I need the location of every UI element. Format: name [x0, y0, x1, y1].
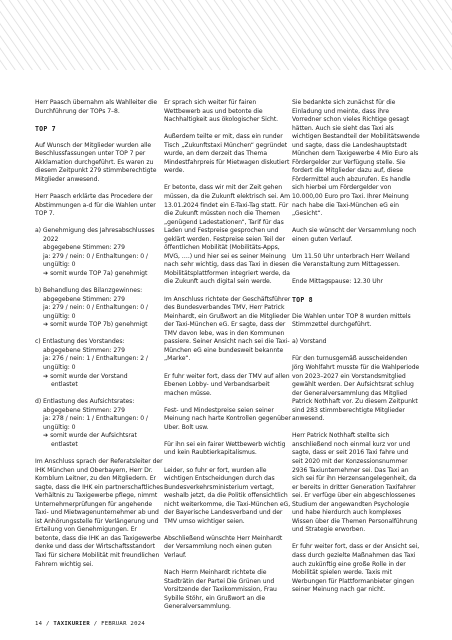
arrow-right-icon: ➔: [43, 432, 49, 440]
paragraph: Auf Wunsch der Mitglieder wurden alle Beschlussfassungen unter TOP 7 per Akklamation durchgeführt. Es waren zu diesem Zeitpunkt 279 stimmberechtigte Mitglieder anwesend.: [35, 141, 157, 183]
vote-item-c: [35, 338, 163, 389]
vote-title: b) Behandlung des Bilanzgewinnes:: [35, 287, 143, 295]
magazine-name: TAXIKURIER: [53, 621, 91, 627]
paragraph: Er sprach sich weiter für fairen Wettbewerb aus und betonte die Nachhaltigkeit aus ökologischer Sicht.: [164, 99, 279, 124]
decorative-line-pattern: [0, 0, 452, 70]
vote-line: ungültig: 0: [43, 312, 76, 320]
diagonal-stripes-graphic: [0, 0, 452, 70]
paragraph: Herr Paasch übernahm als Wahlleiter die Durchführung der TOPs 7–8.: [35, 99, 158, 115]
subheading-vorstand: a) Vorstand: [292, 338, 327, 346]
vote-result: somit wurde TOP 7b) genehmigt: [50, 321, 148, 329]
text-column-2: [164, 99, 292, 620]
vote-line: ungültig: 0: [43, 423, 76, 431]
vote-item-d: [35, 398, 163, 449]
vote-line: ja: 276 / nein: 1 / Enthaltungen: 2 /: [43, 355, 148, 363]
paragraph: Abschließend wünschte Herr Meinhardt der Versammlung noch einen guten Verlauf.: [164, 534, 283, 559]
page-number: 14: [35, 621, 43, 627]
vote-result: somit wurde der Vorstand: [50, 372, 128, 380]
vote-line: ja: 278 / nein: 1 / Enthaltungen: 0 /: [43, 415, 148, 423]
vote-line: ungültig: 0: [43, 261, 76, 269]
vote-item-b: [35, 287, 163, 330]
vote-title: d) Entlastung des Aufsichtsrates:: [35, 398, 135, 406]
arrow-right-icon: ➔: [43, 372, 49, 380]
arrow-right-icon: ➔: [43, 321, 49, 329]
vote-title: c) Entlastung des Vorstandes:: [35, 338, 125, 346]
arrow-right-icon: ➔: [43, 269, 49, 277]
paragraph: Fest- und Mindestpreise seien seiner Meinung nach harte Kontrollen gegenüber Uber. Bolt usw.: [164, 406, 291, 431]
vote-result: somit wurde der Aufsichtsrat: [50, 432, 137, 440]
vote-line: ungültig: 0: [43, 363, 76, 371]
section-heading-top8: TOP 8: [292, 295, 313, 304]
vote-line: ja: 279 / nein: 0 / Enthaltungen: 0 /: [43, 252, 148, 260]
vote-line: ja: 279 / nein: 0 / Enthaltungen: 0 /: [43, 304, 148, 312]
paragraph: Außerdem teilte er mit, dass ein runder Tisch „Zukunftstaxi München“ gegründet wurde, an dem derzeit das Thema Mindestfahrpreis für Mietwagen diskutiert werde.: [164, 133, 290, 175]
paragraph: Sie bedankte sich zunächst für die Einladung und meinte, dass ihre Vorredner schon vieles Richtige gesagt hätten. Auch sie sieht das Taxi als wichtigen Bestandteil der Mobilitätswende und sagte, dass die Landeshauptstadt München dem Taxigewerbe 4 Mio Euro als Fördergelder zur Verfügung stelle. Sie fordert die Mitglieder dazu auf, diese Fördermittel auch abzurufen. Es handle sich hierbei um Fördergelder von 10.000,00 Euro pro Taxi. Ihrer Meinung nach habe die Taxi-München eG ein „Gesicht“.: [292, 99, 420, 218]
vote-line: abgegebene Stimmen: 279: [43, 406, 125, 414]
vote-result: somit wurde TOP 7a) genehmigt: [50, 269, 148, 277]
paragraph: Um 11.50 Uhr unterbrach Herr Weiland die Veranstaltung zum Mittagessen.: [292, 252, 410, 269]
vote-item-a: [35, 227, 163, 278]
paragraph: Leider, so fuhr er fort, wurden alle wichtigen Entscheidungen durch das Bundesverkehrsministerium vertagt, weshalb jetzt, da die Politik offensichtlich nicht weiterkomme, die Taxi-München eG, der Bayerische Landesverband und der TMV umso wichtiger seien.: [164, 466, 291, 525]
paragraph: Ende Mittagspause: 12.30 Uhr: [292, 278, 383, 286]
vote-result-cont: entlastet: [51, 440, 78, 448]
page-footer: [35, 621, 145, 627]
section-heading-top7: TOP 7: [35, 124, 56, 133]
vote-title-cont: 2022: [43, 235, 59, 243]
paragraph: Für den turnusgemäß ausscheidenden Jörg Wohlfahrt musste für die Wahlperiode von 2023–2027 ein Vorstandsmitglied gewählt werden. Der Aufsichtsrat schlug der Generalversammlung das Mitglied Patrick Nothhaft vor. Zu diesem Zeitpunkt sind 283 stimmberechtigte Mitglieder anwesend.: [292, 355, 420, 423]
vote-line: abgegebene Stimmen: 279: [43, 346, 125, 354]
paragraph: Er betonte, dass wir mit der Zeit gehen müssen, da die Zukunft elektrisch sei. Am 13.01.2024 findet ein E-Taxi-Tag statt. Für die Zukunft müssten noch die Themen „genügend Ladestationen“, Tarif für das Laden und Festpreise gesprochen und geklärt werden. Festpreise seien Teil der öffentlichen Mobilität (Mobilitäts-Apps, MVG, ….) und hier sei es seiner Meinung nach sehr wichtig, dass das Taxi in diesen Mobilitätsplattformen integriert werde, da die Zukunft auch digital sein werde.: [164, 184, 291, 286]
footer-separator: /: [42, 621, 54, 627]
paragraph: Er fuhr weiter fort, dass der TMV auf allen Ebenen Lobby- und Verbandsarbeit machen müsse.: [164, 372, 290, 397]
paragraph: Im Anschluss richtete der Geschäftsführer des Bundesverbandes TMV, Herr Patrick Meinhardt, ein Grußwort an die Mitglieder der Taxi-München eG. Er sagte, dass der TMV davon lebe, was in den Kommunen passiere. Seiner Ansicht nach sei die Taxi-München eG eine bundesweit bekannte „Marke“.: [164, 295, 291, 363]
text-column-3: [292, 99, 420, 603]
footer-separator: /: [90, 621, 102, 627]
paragraph: Die Wahlen unter TOP 8 wurden mittels Stimmzettel durchgeführt.: [292, 312, 411, 329]
text-column-1: [35, 99, 163, 578]
paragraph: Herr Paasch erklärte das Procedere der Abstimmungen a-d für die Wahlen unter TOP 7.: [35, 193, 156, 218]
paragraph: Nach Herrn Meinhardt richtete die Stadträtin der Partei Die Grünen und Vorsitzende der Taxikommission, Frau Sybille Stöhr, ein Grußwort an die Generalversammlung.: [164, 569, 277, 611]
paragraph: Im Anschluss sprach der Referatsleiter der IHK München und Oberbayern, Herr Dr. Kornblum Leitner, zu den Mitgliedern. Er sagte, dass die IHK ein partnerschaftliches Verhältnis zu Taxigewerbe pflege, nimmt Unternehmerprüfungen für angehende Taxi- und Mietwagenunternehmer ab und ist Anhörungsstelle für Verlängerung und Erteilung von Genehmigungen. Er betonte, dass die IHK an das Taxigewerbe denke und dass der Wirtschaftsstandort Taxi für sichere Mobilität mit freundlichen Fahrern wichtig sei.: [35, 457, 164, 568]
vote-result-cont: entlastet: [51, 381, 78, 389]
issue-date: FEBRUAR 2024: [101, 621, 146, 627]
paragraph: Herr Patrick Nothhaft stellte sich anschließend noch einmal kurz vor und sagte, dass er seit 2016 Taxi fahre und seit 2020 mit der Konzessionsnummer 2936 Taxiunternehmer sei. Das Taxi an sich sei für ihn Herzensangelegenheit, da er bereits in dritter Generation Taxifahrer sei. Er verfüge über ein abgeschlossenes Studium der angewandten Psychologie und habe hierdurch auch komplexes Wissen über die Themen Personalführung und Strategie erworben.: [292, 432, 418, 534]
vote-line: abgegebene Stimmen: 279: [43, 295, 125, 303]
paragraph: Auch sie wünscht der Versammlung noch einen guten Verlauf.: [292, 227, 417, 243]
vote-line: abgegebene Stimmen: 279: [43, 244, 125, 252]
vote-title: a) Genehmigung des Jahresabschlusses: [35, 227, 155, 235]
paragraph: Er fuhr weiter fort, dass er der Ansicht sei, dass durch gezielte Maßnahmen das Taxi auch zukünftig eine große Rolle in der Mobilität spielen werde. Taxis mit Werbungen für Plattformanbieter gingen seiner Meinung nach gar nicht.: [292, 543, 420, 594]
paragraph: Für ihn sei ein fairer Wettbewerb wichtig und kein Raubtierkapitalismus.: [164, 440, 286, 457]
